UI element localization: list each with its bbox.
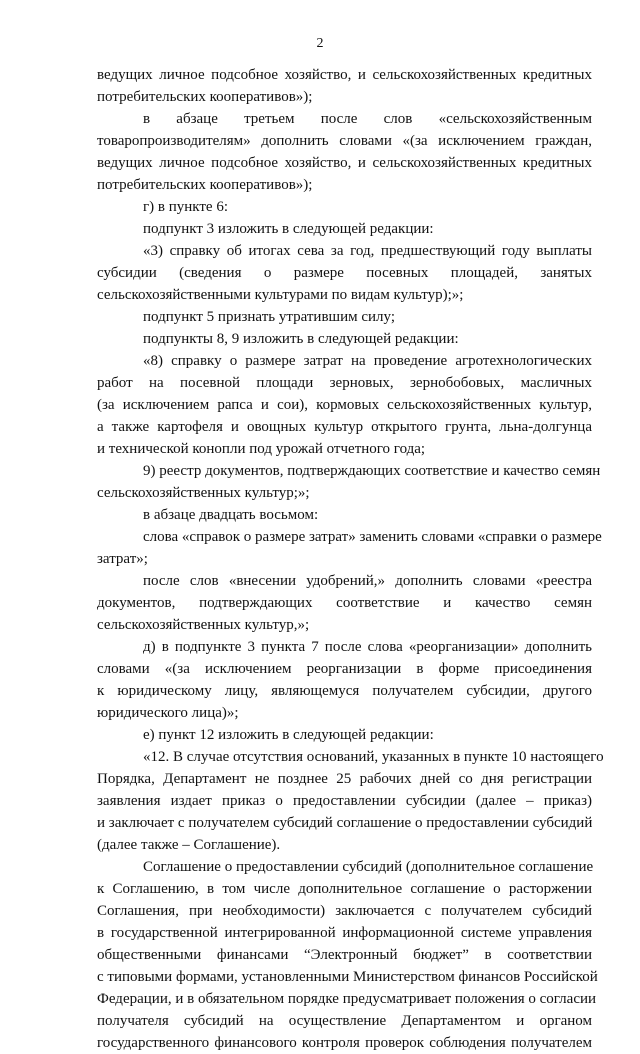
text-line: общественными финансами “Электронный бюджет” в соответствии: [97, 947, 592, 963]
text-line: потребительских кооперативов»);: [97, 177, 313, 193]
text-line: государственного финансового контроля проверок соблюдения получателем: [97, 1035, 592, 1051]
text-line: сельскохозяйственных культур,»;: [97, 617, 310, 633]
text-line: а также картофеля и овощных культур открытого грунта, льна-долгунца: [97, 419, 592, 435]
text-line: ведущих личное подсобное хозяйство, и сельскохозяйственных кредитных: [97, 155, 592, 171]
text-line: получателя субсидий на осуществление Департаментом и органом: [97, 1013, 592, 1029]
text-line: Соглашения, при необходимости) заключается с получателем субсидий: [97, 903, 592, 919]
text-line: подпункт 5 признать утратившим силу;: [143, 309, 395, 325]
text-line: в государственной интегрированной информационной системе управления: [97, 925, 592, 941]
text-line: документов, подтверждающих соответствие и качество семян: [97, 595, 592, 611]
text-line: д) в подпункте 3 пункта 7 после слова «реорганизации» дополнить: [143, 639, 592, 655]
text-line: «12. В случае отсутствия оснований, указанных в пункте 10 настоящего: [143, 749, 604, 765]
text-line: подпункты 8, 9 изложить в следующей редакции:: [143, 331, 459, 347]
text-line: слова «справок о размере затрат» заменить словами «справки о размере: [143, 529, 602, 545]
text-line: потребительских кооперативов»);: [97, 89, 313, 105]
text-line: «8) справку о размере затрат на проведение агротехнологических: [143, 353, 592, 369]
text-line: после слов «внесении удобрений,» дополнить словами «реестра: [143, 573, 592, 589]
text-line: Порядка, Департамент не позднее 25 рабочих дней со дня регистрации: [97, 771, 592, 787]
text-line: е) пункт 12 изложить в следующей редакции:: [143, 727, 434, 743]
text-line: сельскохозяйственных культур;»;: [97, 485, 310, 501]
text-line: и технической конопли под урожай отчетного года;: [97, 441, 426, 457]
text-line: к юридическому лицу, являющемуся получателем субсидии, другого: [97, 683, 592, 699]
text-line: сельскохозяйственными культурами по видам культур);»;: [97, 287, 464, 303]
text-line: г) в пункте 6:: [143, 199, 229, 215]
text-line: Федерации, и в обязательном порядке предусматривает положения о согласии: [97, 991, 597, 1007]
text-line: юридического лица)»;: [97, 705, 239, 721]
text-line: работ на посевной площади зерновых, зернобобовых, масличных: [97, 375, 592, 391]
text-line: в абзаце третьем после слов «сельскохозяйственным: [143, 111, 592, 127]
text-line: товаропроизводителям» дополнить словами «(за исключением граждан,: [97, 133, 592, 149]
page-number: 2: [316, 36, 324, 51]
text-line: к Соглашению, в том числе дополнительное соглашение о расторжении: [97, 881, 592, 897]
text-line: затрат»;: [97, 551, 148, 567]
text-line: ведущих личное подсобное хозяйство, и сельскохозяйственных кредитных: [97, 67, 592, 83]
text-line: в абзаце двадцать восьмом:: [143, 507, 319, 523]
text-line: (за исключением рапса и сои), кормовых сельскохозяйственных культур,: [97, 397, 592, 413]
text-line: «3) справку об итогах сева за год, предшествующий году выплаты: [143, 243, 592, 259]
text-line: словами «(за исключением реорганизации в форме присоединения: [97, 661, 592, 677]
text-line: и заключает с получателем субсидий соглашение о предоставлении субсидий: [97, 815, 593, 831]
text-line: (далее также – Соглашение).: [97, 837, 281, 853]
document-body: [97, 64, 604, 1054]
text-line: 9) реестр документов, подтверждающих соответствие и качество семян: [143, 463, 601, 479]
text-line: с типовыми формами, установленными Министерством финансов Российской: [97, 969, 598, 985]
text-line: заявления издает приказ о предоставлении субсидии (далее – приказ): [97, 793, 592, 809]
text-line: подпункт 3 изложить в следующей редакции:: [143, 221, 434, 237]
text-line: субсидии (сведения о размере посевных площадей, занятых: [97, 265, 592, 281]
text-line: Соглашение о предоставлении субсидий (дополнительное соглашение: [143, 859, 594, 875]
